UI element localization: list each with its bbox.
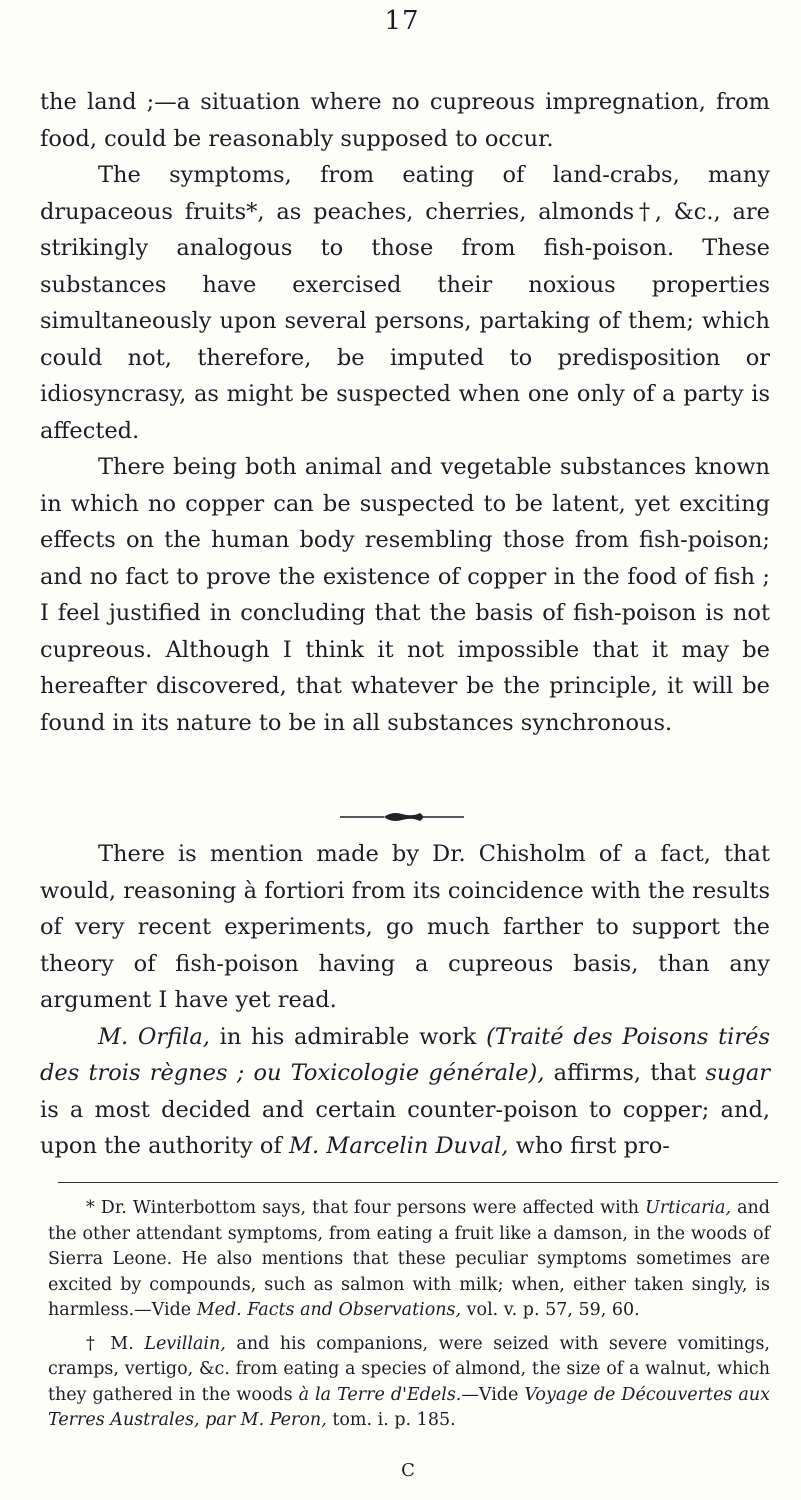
footnote-rule [58,1182,778,1183]
signature-mark: C [401,1460,415,1481]
paragraph-orfila: M. Orfila, in his admirable work (Traité des Poisons tirés des trois règnes ; ou Toxicologie générale), affirms, that sugar is a most decided and certain counter-poison to copper; and, upon the authority of M. Marcelin Duval, who first pro- [40,1023,770,1159]
section-divider-ornament [332,810,472,824]
author-duval: M. Marcelin Duval, [288,1133,509,1159]
page-number: 17 [384,6,420,36]
footnote-asterisk: * Dr. Winterbottom says, that four persons were affected with Urticaria, and the other attendant symptoms, from eating a fruit like a damson, in the woods of Sierra Leone. He also mentions that these peculiar symptoms sometimes are excited by compounds, such as salmon with milk; when, either taken singly, is harmless.—Vide Med. Facts and Observations, vol. v. p. 57, 59, 60. [48,1198,770,1320]
paragraph-conclusion: There being both animal and vegetable substances known in which no copper can be suspected to be latent, yet exciting effects on the human body resembling those from fish-poison; and no fact to prove the existence of copper in the food of fish ; I feel justified in concluding that the basis of fish-poison is not cupreous. Although I think it not impossible that it may be hereafter discovered, that whatever be the principle, it will be found in its nature to be in all substances synchronous. [40,454,770,736]
term-sugar: sugar [705,1060,770,1086]
paragraph-continuation: the land ;—a situation where no cupreous impregnation, from food, could be reasonably supposed to occur. [40,89,770,152]
footnotes [48,1196,770,1442]
author-orfila: M. Orfila, [98,1023,210,1050]
paragraph-chisholm: There is mention made by Dr. Chisholm of a fact, that would, reasoning à fortiori from its coincidence with the results of very recent experiments, go much farther to support the theory of fish-poison having a cupreous basis, than any argument I have yet read. [40,841,770,1013]
main-text-upper [40,84,770,741]
paragraph-symptoms: The symptoms, from eating of land-crabs, many drupaceous fruits*, as peaches, cherries, almonds†, &c., are strikingly analogous to those from fish-poison. These substances have exercised their noxious properties simultaneously upon several persons, partaking of them; which could not, therefore, be imputed to predisposition or idiosyncrasy, as might be suspected when one only of a party is affected. [40,162,770,444]
work-title: (Traité des Poisons tirés des trois règnes ; ou Toxicologie générale), [40,1023,770,1086]
main-text-lower [40,836,770,1165]
footnote-dagger: † M. Levillain, and his companions, were seized with severe vomitings, cramps, vertigo, &c. from eating a species of almond, the size of a walnut, which they gathered in the woods à la Terre d'Edels.—Vide Voyage de Découvertes aux Terres Australes, par M. Peron, tom. i. p. 185. [48,1333,770,1430]
